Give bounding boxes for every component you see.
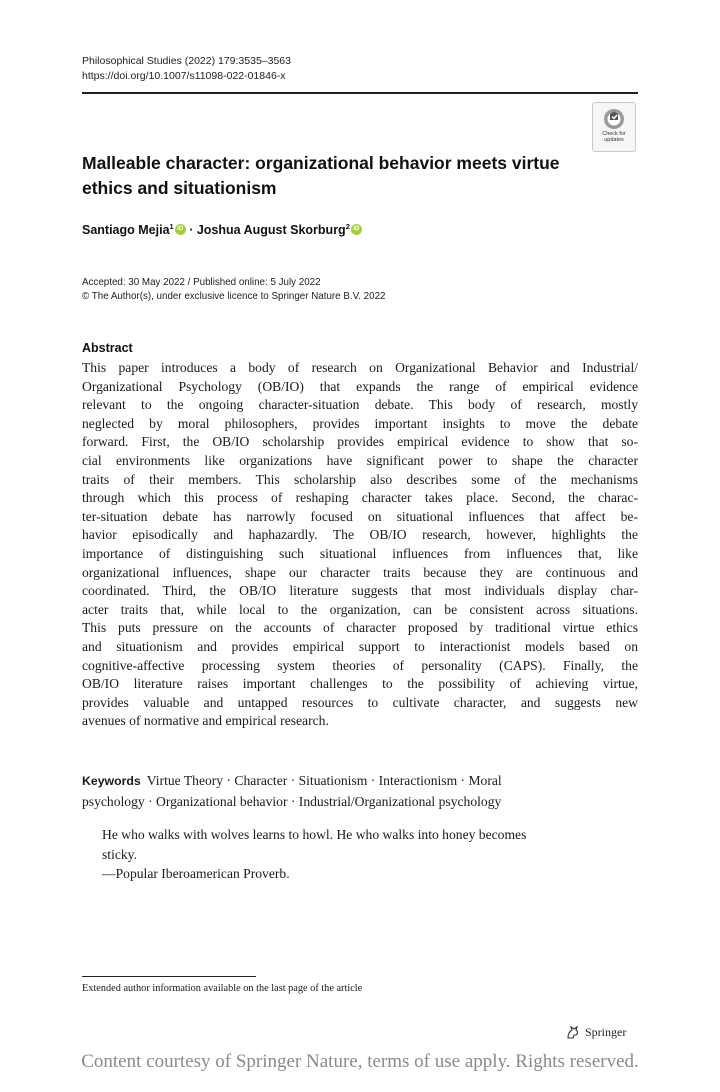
abstract-line: traits of their members. This scholarship also describes some of the mechanisms — [82, 471, 638, 487]
epigraph-line-1: He who walks with wolves learns to howl. He who walks into honey becomes — [102, 827, 527, 842]
abstract-line: This puts pressure on the accounts of character proposed by traditional virtue ethics — [82, 620, 638, 636]
abstract-line: havior episodically and haphazardly. The OB/IO research, however, highlights the — [82, 527, 638, 543]
journal-citation: Philosophical Studies (2022) 179:3535–3563 — [82, 55, 291, 67]
epigraph — [102, 825, 642, 884]
keywords-line-1: Virtue Theory · Character · Situationism · Interactionism · Moral — [146, 773, 502, 788]
springer-logo — [565, 1024, 626, 1040]
affiliation-marker: 1 — [169, 222, 174, 231]
publication-dates — [82, 276, 385, 303]
header-rule — [82, 92, 638, 94]
courtesy-notice: Content courtesy of Springer Nature, terms of use apply. Rights reserved. — [81, 1051, 639, 1072]
abstract-line: coordinated. Third, the OB/IO literature suggests that most individuals display char- — [82, 583, 638, 599]
abstract-line: provides valuable and untapped resources to cultivate character, and suggests new — [82, 694, 638, 710]
author-list — [82, 222, 362, 237]
abstract-line: and situationism and provides empirical support to interactionist models based on — [82, 638, 638, 654]
abstract-line: relevant to the ongoing character-situation debate. This body of research, mostly — [82, 397, 638, 413]
doi-link[interactable]: https://doi.org/10.1007/s11098-022-01846-x — [82, 69, 286, 82]
abstract-line: acter traits that, while local to the organization, can be consistent across situations. — [82, 601, 638, 617]
title-line-2: ethics and situationism — [82, 178, 277, 198]
abstract-line: avenues of normative and empirical research. — [82, 713, 329, 729]
accepted-published-line: Accepted: 30 May 2022 / Published online: 5 July 2022 — [82, 277, 321, 288]
keywords-label: Keywords — [82, 774, 141, 788]
abstract-body — [82, 359, 638, 731]
epigraph-attribution: —Popular Iberoamerican Proverb. — [102, 866, 290, 881]
paper-title — [82, 151, 602, 201]
keywords — [82, 771, 638, 811]
abstract-line: importance of distinguishing such situational influences from influences that, like — [82, 545, 638, 561]
footnote: Extended author information available on the last page of the article — [82, 983, 363, 994]
abstract-line: cognitive-affective processing system theories of personality (CAPS). Finally, the — [82, 657, 638, 673]
abstract-line: organizational influences, shape our character traits because they are continuous and — [82, 564, 638, 580]
orcid-icon[interactable] — [175, 224, 186, 235]
abstract-heading: Abstract — [82, 341, 133, 355]
abstract-line: Organizational Psychology (OB/IO) that expands the range of empirical evidence — [82, 378, 638, 394]
affiliation-marker: 2 — [345, 222, 350, 231]
abstract-line: through which this process of reshaping character takes place. Second, the charac- — [82, 490, 638, 506]
title-line-1: Malleable character: organizational behavior meets virtue — [82, 153, 560, 173]
author-name[interactable]: Joshua August Skorburg — [196, 223, 346, 238]
publisher-name: Springer — [585, 1024, 627, 1039]
footnote-rule — [82, 976, 256, 977]
badge-text: Check for updates — [602, 131, 626, 143]
abstract-line: neglected by moral philosophers, provides important insights to move the debate — [82, 415, 638, 431]
abstract-line: This paper introduces a body of research on Organizational Behavior and Industrial/ — [82, 360, 638, 375]
author-name[interactable]: Santiago Mejia — [82, 223, 170, 238]
abstract-line: ter-situation debate has narrowly focused on situational influences that affect be- — [82, 508, 638, 524]
journal-header — [82, 54, 291, 83]
author-separator: · — [189, 223, 194, 238]
abstract-line: cial environments like organizations have significant power to shape the character — [82, 452, 638, 468]
check-updates-icon — [603, 108, 625, 130]
orcid-icon[interactable] — [351, 224, 362, 235]
epigraph-line-2: sticky. — [102, 846, 137, 862]
abstract-line: OB/IO literature raises important challenges to the possibility of achieving virtue, — [82, 676, 638, 692]
check-for-updates-badge[interactable] — [592, 102, 636, 152]
springer-horse-icon — [565, 1024, 581, 1040]
keywords-line-2: psychology · Organizational behavior · Industrial/Organizational psychology — [82, 793, 502, 809]
abstract-line: forward. First, the OB/IO scholarship provides empirical evidence to show that so- — [82, 434, 638, 450]
copyright-line: © The Author(s), under exclusive licence to Springer Nature B.V. 2022 — [82, 290, 386, 302]
